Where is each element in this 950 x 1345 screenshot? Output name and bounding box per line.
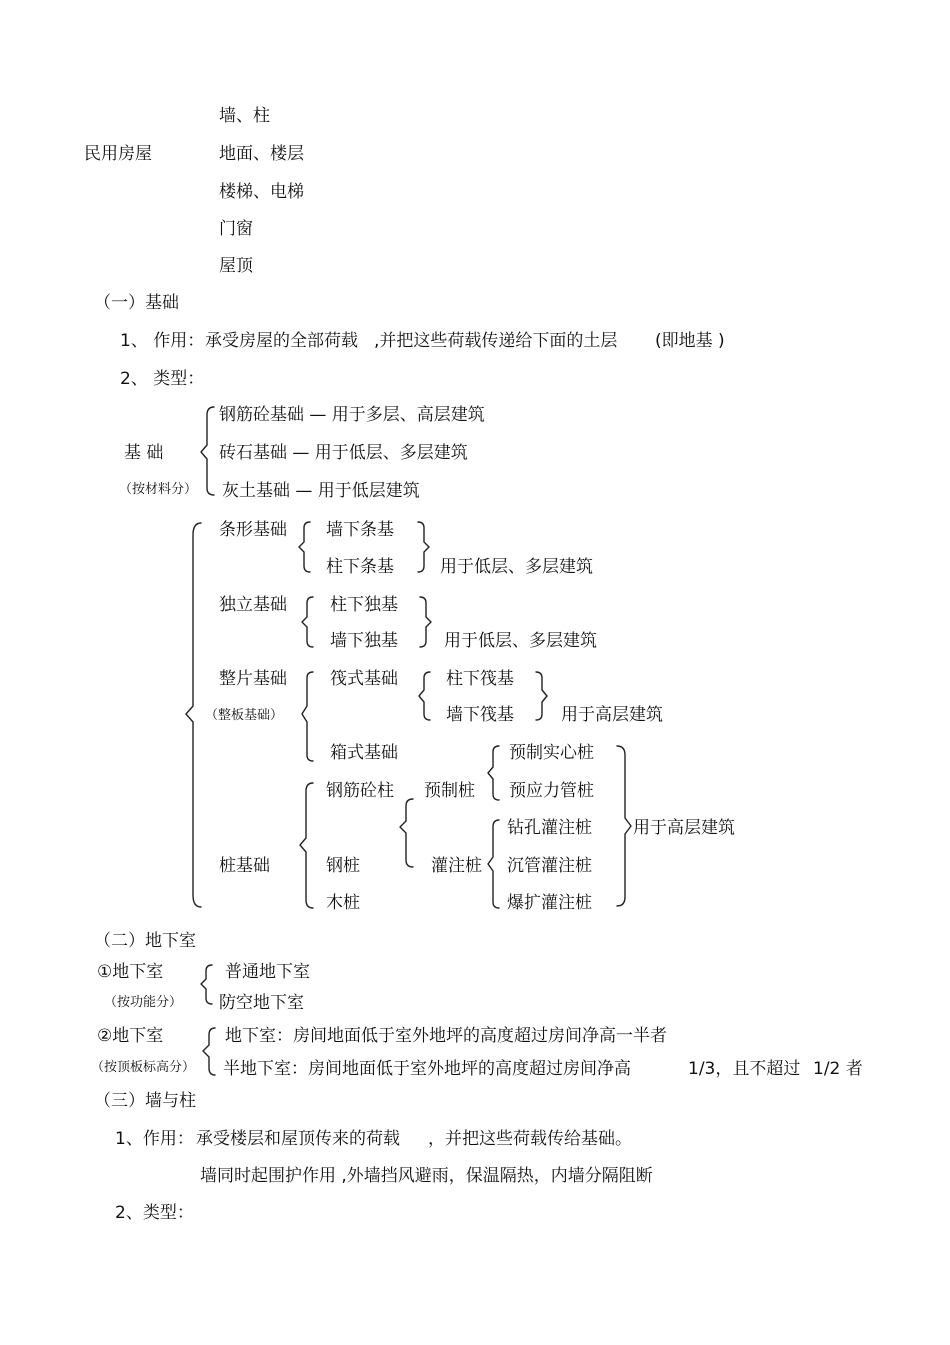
wall-type-label: 2、类型： (115, 1203, 194, 1223)
basement-full-def: 地下室：房间地面低于室外地坪的高度超过房间净高一半者 (225, 1026, 667, 1046)
basement-semi-ratio: 1/3，且不超过 (688, 1059, 801, 1079)
basement-func-label: ①地下室 (97, 962, 164, 982)
basement-shelter: 防空地下室 (219, 993, 304, 1013)
foundation-purpose-label: 1、 作用： (120, 331, 205, 351)
foundation-purpose-a: 承受房屋的全部荷载 (205, 331, 358, 351)
raft-column: 柱下筏基 (446, 669, 514, 689)
basement-height-note: （按顶板标高分） (91, 1060, 196, 1075)
independent-wall: 墙下独基 (330, 631, 398, 651)
foundation-purpose-c: (即地基 ) (655, 331, 725, 351)
brace-pile-right (617, 746, 631, 906)
wall-purpose-a: 承受楼层和屋顶传来的荷载 (196, 1129, 400, 1149)
strip-column: 柱下条基 (326, 557, 394, 577)
brace-strip-left (299, 522, 310, 572)
brace-precast (488, 746, 499, 800)
wall-purpose-label: 1、作用： (115, 1129, 194, 1149)
section-foundation-title: （一）基础 (94, 293, 179, 313)
brace-cast (488, 820, 499, 908)
basement-normal: 普通地下室 (225, 962, 310, 982)
pile-precast: 预制桩 (424, 781, 475, 801)
pile-rc: 钢筋砼柱 (326, 781, 394, 801)
foundation-type-label: 2、 类型： (120, 369, 205, 389)
material-label: 基 础 (124, 443, 164, 463)
pile-cast-tube: 沉管灌注桩 (507, 856, 592, 876)
house-part-roof: 屋顶 (219, 256, 253, 276)
material-note: （按材料分） (119, 482, 198, 497)
wall-purpose-b: ，并把这些荷载传给基础。 (428, 1129, 632, 1149)
material-item-brick: 砖石基础 — 用于低层、多层建筑 (219, 443, 468, 463)
brace-basement-func (201, 965, 212, 1004)
brace-material (201, 407, 214, 495)
brace-basement-height (203, 1028, 215, 1075)
pile-cast: 灌注桩 (431, 856, 482, 876)
brace-strip-right (418, 522, 429, 572)
house-part-wall: 墙、柱 (219, 106, 270, 126)
independent-foundation-label: 独立基础 (219, 595, 287, 615)
pile-wood: 木桩 (326, 893, 360, 913)
basement-height-label: ②地下室 (97, 1026, 164, 1046)
section-wall-title: （三）墙与柱 (94, 1091, 196, 1111)
mat-use: 用于高层建筑 (561, 705, 663, 725)
pile-cast-expanded: 爆扩灌注桩 (507, 893, 592, 913)
pile-precast-solid: 预制实心桩 (509, 743, 594, 763)
independent-column: 柱下独基 (330, 595, 398, 615)
strip-wall: 墙下条基 (326, 520, 394, 540)
basement-func-note: （按功能分） (104, 995, 183, 1010)
raft-foundation: 筏式基础 (330, 669, 398, 689)
foundation-purpose-b: ,并把这些荷载传递给下面的土层 (374, 331, 618, 351)
mat-foundation-note: （整板基础） (205, 708, 284, 723)
basement-semi-limit: 1/2 者 (813, 1059, 863, 1079)
brace-pile (300, 783, 313, 908)
independent-use: 用于低层、多层建筑 (444, 631, 597, 651)
brace-single-right (420, 597, 431, 647)
house-part-floor: 地面、楼层 (219, 144, 304, 164)
pile-precast-prestressed: 预应力管桩 (509, 781, 594, 801)
basement-semi-def: 半地下室：房间地面低于室外地坪的高度超过房间净高 (223, 1059, 631, 1079)
pile-cast-bored: 钻孔灌注桩 (507, 818, 592, 838)
wall-purpose-line2: 墙同时起围护作用 ,外墙挡风避雨，保温隔热，内墙分隔阻断 (200, 1166, 653, 1186)
material-item-rc: 钢筋砼基础 — 用于多层、高层建筑 (219, 405, 485, 425)
brace-raft-left (419, 672, 430, 720)
material-item-lime: 灰土基础 — 用于低层建筑 (222, 481, 420, 501)
brace-pile-type (400, 799, 413, 867)
house-part-stair: 楼梯、电梯 (219, 182, 304, 202)
section-basement-title: （二）地下室 (94, 931, 196, 951)
mat-foundation-label: 整片基础 (219, 669, 287, 689)
raft-wall: 墙下筏基 (446, 705, 514, 725)
box-foundation: 箱式基础 (330, 743, 398, 763)
pile-foundation-label: 桩基础 (219, 856, 270, 876)
strip-foundation-label: 条形基础 (219, 520, 287, 540)
brace-single-left (302, 597, 313, 647)
strip-use: 用于低层、多层建筑 (440, 557, 593, 577)
pile-steel: 钢桩 (326, 856, 360, 876)
brace-mat (302, 672, 313, 761)
brace-structure (186, 523, 201, 907)
house-part-window: 门窗 (219, 219, 253, 239)
pile-use: 用于高层建筑 (633, 818, 735, 838)
house-label: 民用房屋 (84, 144, 152, 164)
brace-raft-right (536, 672, 547, 720)
